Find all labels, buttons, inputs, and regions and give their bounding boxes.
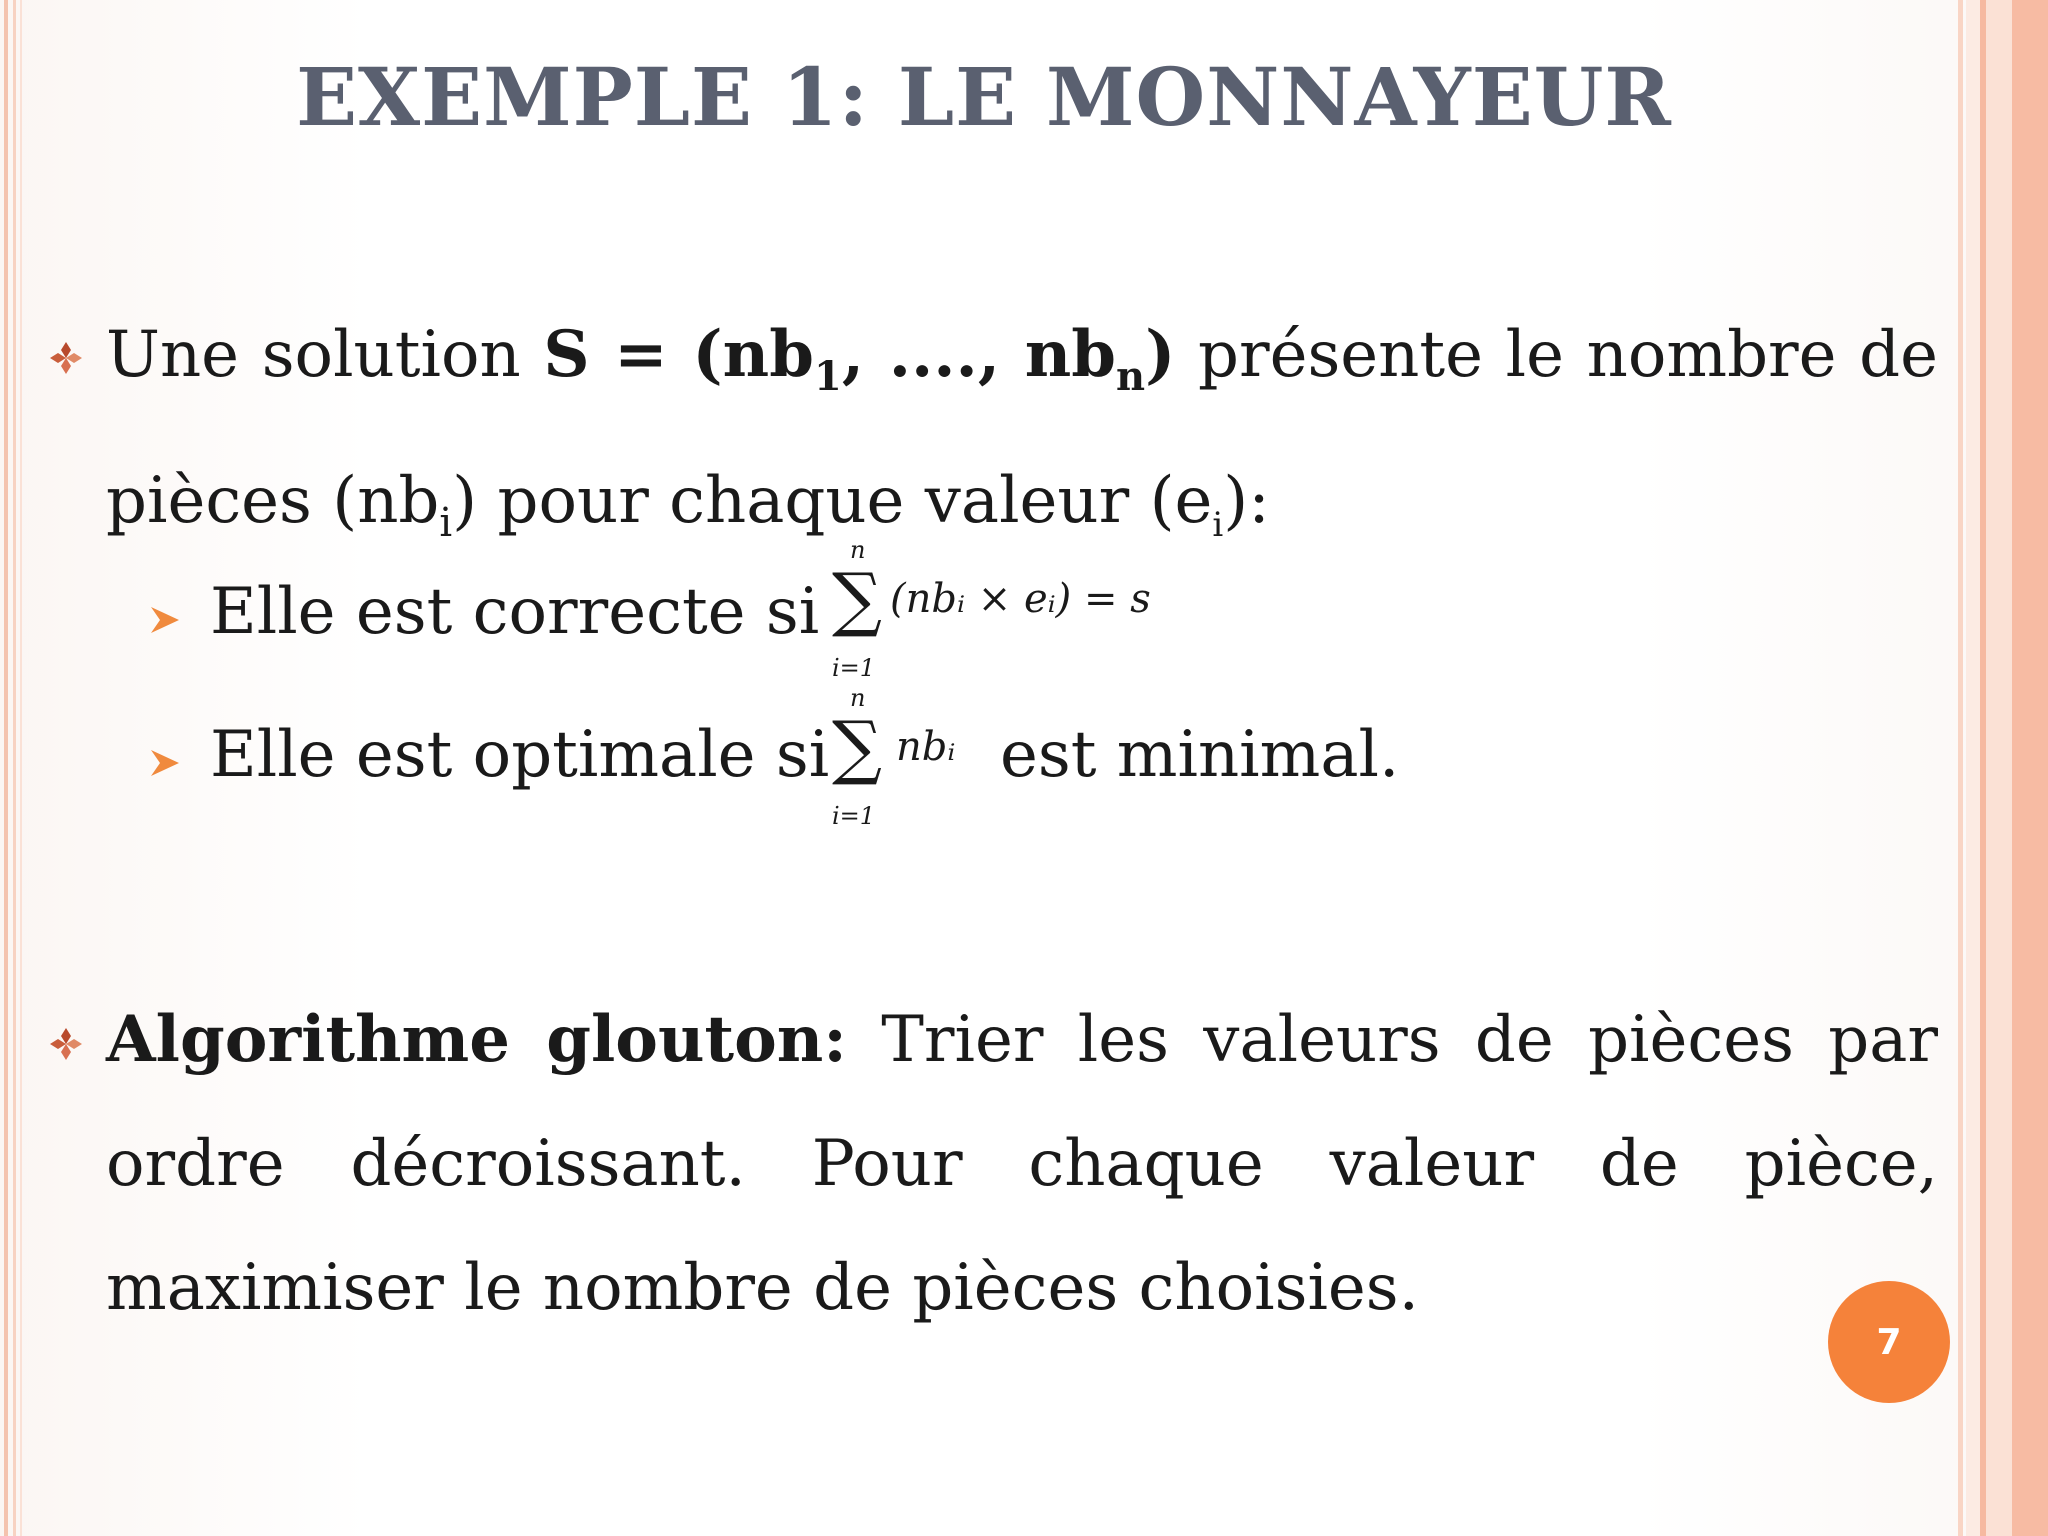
optimality-text: Elle est optimale si — [210, 718, 830, 792]
right-border-band — [1986, 0, 2012, 1536]
sigma-symbol: ∑ — [832, 706, 882, 788]
bullet-solution-text: Une solution $S = (nb_1$, ...., $nb_n$) présente le nombre de pièces $(nb_i)$ pour chaque valeur $(e_i)$: — [106, 317, 1939, 546]
bullet-greedy-algorithm-text: Algorithme glouton: Trier les valeurs de pièces par ordre décroissant. Pour chaque valeur de pièce, maximiser le nombre de pièces choisies. — [106, 1002, 1939, 1325]
diamond-bullet-icon — [46, 338, 86, 378]
arrow-bullet-icon — [148, 746, 182, 780]
left-border-line — [20, 0, 22, 1536]
left-border-line — [13, 0, 16, 1536]
sum-lower-limit: i=1 — [832, 802, 876, 830]
correctness-formula — [826, 536, 1186, 686]
right-border-band — [2012, 0, 2048, 1536]
sum-lower-limit: i=1 — [832, 654, 876, 682]
sum-upper-limit: n — [850, 536, 866, 564]
slide-title: EXEMPLE 1: LE MONNAYEUR — [296, 50, 1672, 144]
right-border-band — [1966, 0, 1980, 1536]
sum-upper-limit: n — [850, 684, 866, 712]
correctness-text: Elle est correcte si — [210, 575, 820, 649]
optimality-formula — [826, 684, 976, 834]
diamond-bullet-icon — [46, 1024, 86, 1064]
right-border-band — [1958, 0, 1963, 1536]
arrow-bullet-icon — [148, 603, 182, 637]
page-number-badge: 7 — [1828, 1281, 1950, 1403]
optimality-suffix-text: est minimal. — [1000, 718, 1400, 792]
sigma-symbol: ∑ — [832, 558, 882, 640]
left-border-line — [4, 0, 8, 1536]
formula-expression: (nbᵢ × eᵢ) = s — [890, 576, 1151, 622]
formula-expression: nbᵢ — [896, 724, 956, 770]
